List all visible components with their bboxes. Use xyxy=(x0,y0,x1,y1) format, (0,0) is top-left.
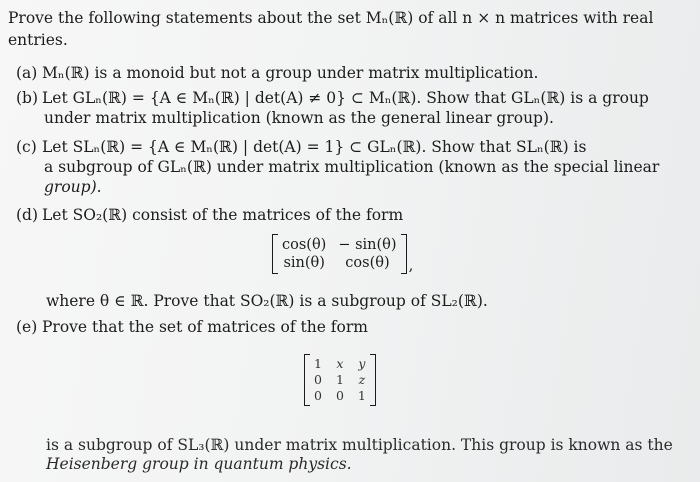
intro-line-2: entries. xyxy=(8,31,68,49)
matrix-cell: 1 xyxy=(335,372,344,387)
item-b xyxy=(16,89,649,107)
item-c xyxy=(16,138,586,156)
item-d-line-2: where θ ∈ ℝ. Prove that SO₂(ℝ) is a subgroup of SL₂(ℝ). xyxy=(46,292,488,310)
item-e-label: (e) xyxy=(16,318,38,336)
item-e-line-2: is a subgroup of SL₃(ℝ) under matrix multiplication. This group is known as the xyxy=(46,436,673,454)
item-c-line-2: a subgroup of GLₙ(ℝ) under matrix multiplication (known as the special linear xyxy=(44,158,660,176)
matrix-cell: 1 xyxy=(314,356,322,371)
item-e-line-1: Prove that the set of matrices of the form xyxy=(42,318,368,336)
matrix-cell: x xyxy=(336,356,344,371)
matrix-cell: 0 xyxy=(314,388,322,403)
item-c-label: (c) xyxy=(16,138,37,156)
item-e xyxy=(16,318,368,336)
item-c-line-3: group). xyxy=(44,178,102,196)
item-d-line-1: Let SO₂(ℝ) consist of the matrices of the form xyxy=(42,206,404,224)
item-b-line-2: under matrix multiplication (known as the general linear group). xyxy=(44,109,554,127)
matrix-comma: , xyxy=(408,256,414,274)
matrix-cell: cos(θ) xyxy=(282,237,327,253)
item-b-label: (b) xyxy=(16,89,39,107)
item-a-line-1: Mₙ(ℝ) is a monoid but not a group under matrix multiplication. xyxy=(42,64,539,82)
item-b-line-1: Let GLₙ(ℝ) = {A ∈ Mₙ(ℝ) | det(A) ≠ 0} ⊂ Mₙ(ℝ). Show that GLₙ(ℝ) is a group xyxy=(42,89,649,107)
rotation-matrix xyxy=(272,234,413,278)
matrix-cell: − sin(θ) xyxy=(338,237,397,253)
matrix-cell: 1 xyxy=(357,388,366,403)
heisenberg-matrix xyxy=(304,354,376,410)
right-bracket xyxy=(370,354,376,406)
matrix-cell: z xyxy=(358,372,366,387)
item-e-line-3: Heisenberg group in quantum physics. xyxy=(46,455,352,473)
matrix-cell: sin(θ) xyxy=(283,255,325,271)
item-d xyxy=(16,206,403,224)
item-d-label: (d) xyxy=(16,206,39,224)
item-a-label: (a) xyxy=(16,64,38,82)
matrix-cell: y xyxy=(358,356,366,371)
item-c-line-1: Let SLₙ(ℝ) = {A ∈ Mₙ(ℝ) | det(A) = 1} ⊂ GLₙ(ℝ). Show that SLₙ(ℝ) is xyxy=(42,138,587,156)
matrix-cell: cos(θ) xyxy=(345,255,390,271)
matrix-cell: 0 xyxy=(335,388,344,403)
matrix-cell: 0 xyxy=(314,372,322,387)
item-a xyxy=(16,64,538,82)
intro-line-1: Prove the following statements about the set Mₙ(ℝ) of all n × n matrices with real xyxy=(8,9,654,27)
